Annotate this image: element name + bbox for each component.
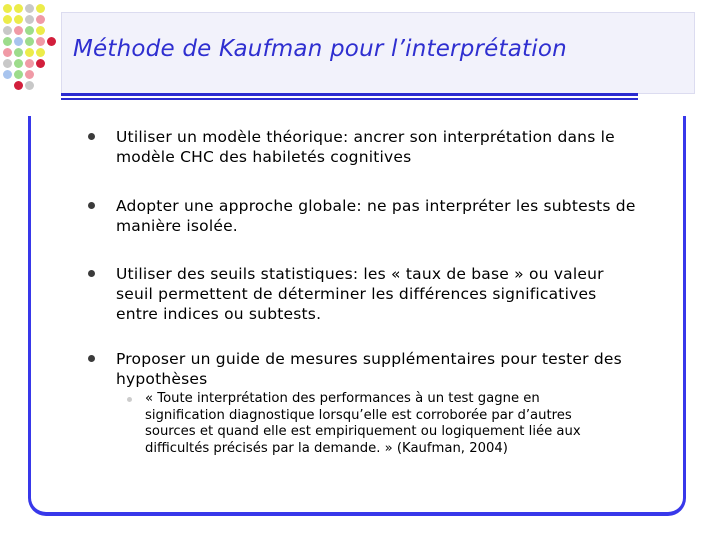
bullet-item	[116, 127, 615, 167]
bullet-line: Adopter une approche globale: ne pas interpréter les subtests de	[116, 197, 636, 215]
dot-icon	[14, 37, 23, 46]
sub-bullet-line: « Toute interprétation des performances à un test gagne en	[145, 391, 540, 406]
dot-icon	[3, 26, 12, 35]
bullet-item	[116, 264, 604, 324]
bullet-line: Utiliser des seuils statistiques: les « taux de base » ou valeur	[116, 265, 604, 283]
dot-icon	[25, 70, 34, 79]
bullet-line: manière isolée.	[116, 217, 238, 235]
decorative-dots	[0, 0, 70, 100]
dot-icon	[25, 26, 34, 35]
bullet-line: entre indices ou subtests.	[116, 305, 322, 323]
title-rule	[61, 98, 638, 100]
dot-icon	[14, 81, 23, 90]
bullet-icon	[88, 133, 95, 140]
bullet-line: modèle CHC des habiletés cognitives	[116, 148, 412, 166]
dot-icon	[36, 48, 45, 57]
sub-bullet-item	[145, 391, 581, 457]
dot-icon	[3, 48, 12, 57]
dot-icon	[25, 81, 34, 90]
dot-icon	[36, 59, 45, 68]
dot-icon	[36, 4, 45, 13]
dot-icon	[14, 15, 23, 24]
dot-icon	[14, 4, 23, 13]
dot-icon	[25, 4, 34, 13]
dot-icon	[25, 37, 34, 46]
dot-icon	[14, 70, 23, 79]
bullet-item	[116, 196, 636, 236]
bullet-item	[116, 349, 622, 389]
dot-icon	[36, 26, 45, 35]
dot-icon	[3, 59, 12, 68]
bullet-line: Proposer un guide de mesures supplémentaires pour tester des	[116, 350, 622, 368]
dot-icon	[36, 37, 45, 46]
dot-icon	[14, 48, 23, 57]
sub-bullet-line: sources et quand elle est empiriquement ou logiquement liée aux	[145, 424, 581, 439]
dot-icon	[25, 15, 34, 24]
dot-icon	[47, 37, 56, 46]
dot-icon	[25, 48, 34, 57]
dot-icon	[3, 37, 12, 46]
dot-icon	[3, 15, 12, 24]
bullet-line: Utiliser un modèle théorique: ancrer son interprétation dans le	[116, 128, 615, 146]
dot-icon	[3, 70, 12, 79]
bullet-icon	[88, 202, 95, 209]
bullet-icon	[88, 270, 95, 277]
sub-bullet-line: difficultés précisés par la demande. » (Kaufman, 2004)	[145, 440, 508, 456]
sub-bullet-line: signification diagnostique lorsqu’elle est corroborée par d’autres	[145, 407, 572, 423]
bullet-icon	[88, 355, 95, 362]
slide-title: Méthode de Kaufman pour l’interprétation	[73, 36, 567, 62]
dot-icon	[14, 59, 23, 68]
dot-icon	[25, 59, 34, 68]
dot-icon	[14, 26, 23, 35]
dot-icon	[3, 4, 12, 13]
sub-bullet-icon	[127, 397, 132, 402]
title-rule	[61, 93, 638, 96]
bullet-line: seuil permettent de déterminer les différences significatives	[116, 285, 597, 303]
dot-icon	[36, 15, 45, 24]
bullet-line: hypothèses	[116, 370, 208, 388]
